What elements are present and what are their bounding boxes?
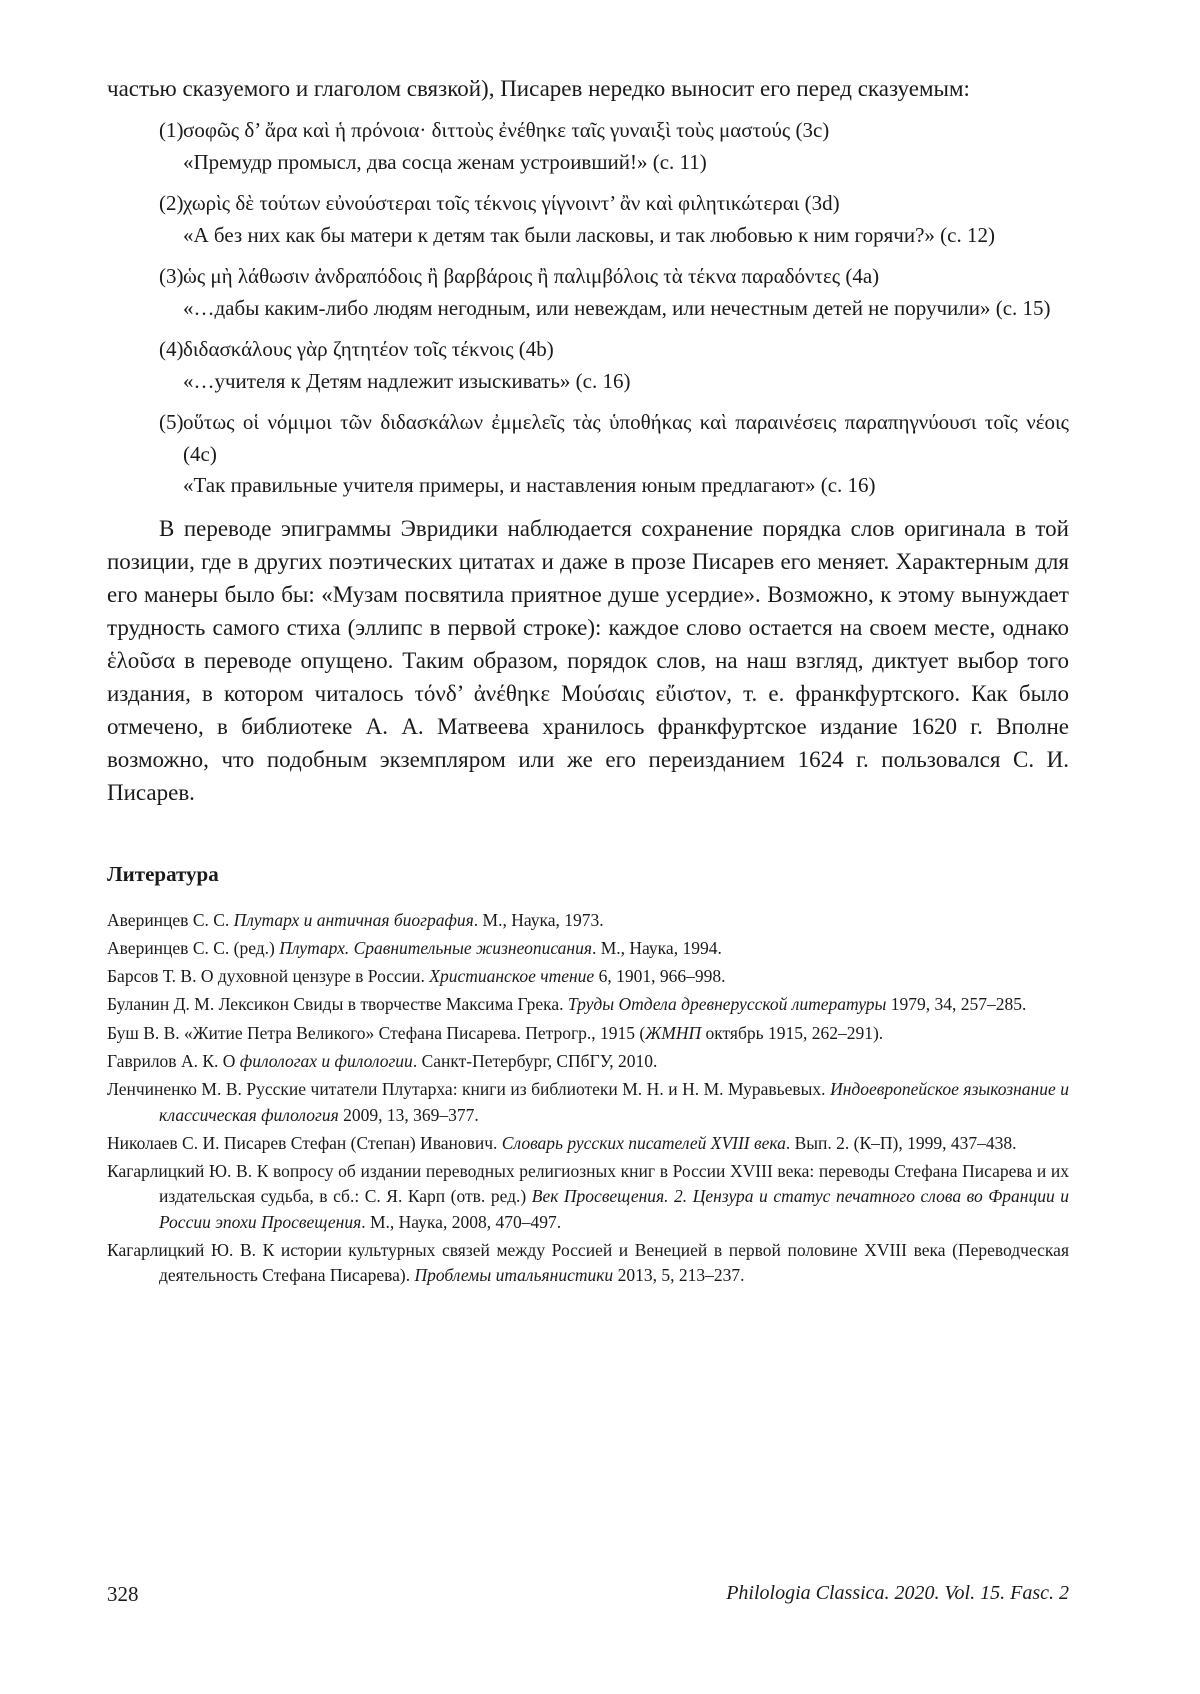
greek-quote: ὡς μὴ λάθωσιν ἀνδραπόδοις ἢ βαρβάροις ἢ παλιμβόλοις τὰ τέκνα παραδόντες (4a) (183, 264, 880, 288)
body-paragraph: В переводе эпиграммы Эвридики наблюдается сохранение порядка слов оригинала в той позиции, где в других поэтических цитатах и даже в прозе Писарев его меняет. Характерным для его манеры было бы: «Музам посвятила приятное душе усердие». Возможно, к этому вынуждает трудность самого стиха (эллипс в первой строке): каждое слово остается на своем месте, однако ἑλοῦσα в переводе опущено. Таким образом, порядок слов, на наш взгляд, диктует выбор того издания, в котором читалось τόνδ’ ἀνέθηκε Μούσαις εὔιστον, т. е. франкфуртского. Как было отмечено, в библиотеке А. А. Матвеева хранилось франкфуртское издание 1620 г. Вполне возможно, что подобным экземпляром или же его переизданием 1624 г. пользовался С. И. Писарев. (107, 515, 1069, 805)
intro-paragraph: частью сказуемого и глаголом связкой), Писарев нередко выносит его перед сказуемым: (107, 76, 970, 101)
greek-quote: οὕτως οἱ νόμιμοι τῶν διδασκάλων ἐμμελεῖς τὰς ὑποθήκας καὶ παραινέσεις παραπηγνύουσι τοῖς νέοις (4c) (183, 410, 1069, 466)
example-item (107, 115, 1069, 178)
russian-translation: «…дабы каким-либо людям негодным, или невеждам, или нечестным детей не поручили» (с. 15) (183, 295, 1051, 320)
example-number: (4) (159, 337, 184, 361)
example-item (107, 188, 1069, 251)
example-number: (2) (159, 191, 184, 215)
example-number: (1) (159, 118, 184, 142)
greek-quote: χωρὶς δὲ τούτων εὐνούστεραι τοῖς τέκνοις γίγνοιντ’ ἂν καὶ φιλητικώτεραι (3d) (183, 191, 840, 215)
reference-item: Николаев С. И. Писарев Стефан (Степан) Иванович. Словарь русских писателей XVIII века. Вып. 2. (К–П), 1999, 437–438. (107, 1132, 1017, 1153)
reference-item: Гаврилов А. К. О филологах и филологии. Санкт-Петербург, СПбГУ, 2010. (107, 1050, 658, 1071)
examples-list (107, 115, 1069, 502)
page-content (107, 72, 1069, 1292)
page-number: 328 (107, 1582, 139, 1606)
reference-item: Буш В. В. «Житие Петра Великого» Стефана Писарева. Петрогр., 1915 (ЖМНП октябрь 1915, 262–291). (107, 1022, 884, 1043)
example-number: (3) (159, 264, 184, 288)
reference-list (107, 908, 1069, 1289)
example-number: (5) (159, 410, 184, 434)
journal-citation: Philologia Classica. 2020. Vol. 15. Fasc. 2 (726, 1582, 1069, 1604)
page-footer (107, 1582, 1069, 1607)
reference-item: Барсов Т. В. О духовной цензуре в России. Христианское чтение 6, 1901, 966–998. (107, 966, 726, 987)
reference-item: Кагарлицкий Ю. В. К истории культурных связей между Россией и Венецией в первой половине XVIII века (Переводческая деятельность Стефана Писарева). Проблемы итальянистики 2013, 5, 213–237. (107, 1240, 1069, 1286)
russian-translation: «Премудр промысл, два сосца женам устроивший!» (с. 11) (183, 149, 707, 174)
reference-item: Аверинцев С. С. Плутарх и античная биография. М., Наука, 1973. (107, 909, 604, 930)
example-item (107, 261, 1069, 324)
literature-heading: Литература (107, 861, 219, 886)
reference-item: Ленчиненко М. В. Русские читатели Плутарха: книги из библиотеки М. Н. и Н. М. Муравьевых. Индоевропейское языкознание и классическая филология 2009, 13, 369–377. (107, 1079, 1069, 1125)
greek-quote: διδασκάλους γὰρ ζητητέον τοῖς τέκνοις (4b) (183, 337, 554, 361)
reference-item: Кагарлицкий Ю. В. К вопросу об издании переводных религиозных книг в России XVIII века: переводы Стефана Писарева и их издательская судьба, в сб.: С. Я. Карп (отв. ред.) Век Просвещения. 2. Цензура и статус печатного слова во Франции и России эпохи Просвещения. М., Наука, 2008, 470–497. (107, 1161, 1070, 1232)
russian-translation: «Так правильные учителя примеры, и наставления юным предлагают» (с. 16) (183, 473, 876, 497)
example-item (107, 407, 1069, 502)
russian-translation: «…учителя к Детям надлежит изыскивать» (с. 16) (183, 368, 631, 393)
reference-item: Буланин Д. М. Лексикон Свиды в творчестве Максима Грека. Труды Отдела древнерусской литературы 1979, 34, 257–285. (107, 994, 1027, 1015)
reference-item: Аверинцев С. С. (ред.) Плутарх. Сравнительные жизнеописания. М., Наука, 1994. (107, 937, 722, 958)
greek-quote: σοφῶς δ’ ἄρα καὶ ἡ πρόνοια· διττοὺς ἐνέθηκε ταῖς γυναιξὶ τοὺς μαστούς (3c) (183, 118, 830, 142)
example-item (107, 334, 1069, 397)
russian-translation: «А без них как бы матери к детям так были ласковы, и так любовью к ним горячи?» (с. 12) (183, 222, 995, 247)
